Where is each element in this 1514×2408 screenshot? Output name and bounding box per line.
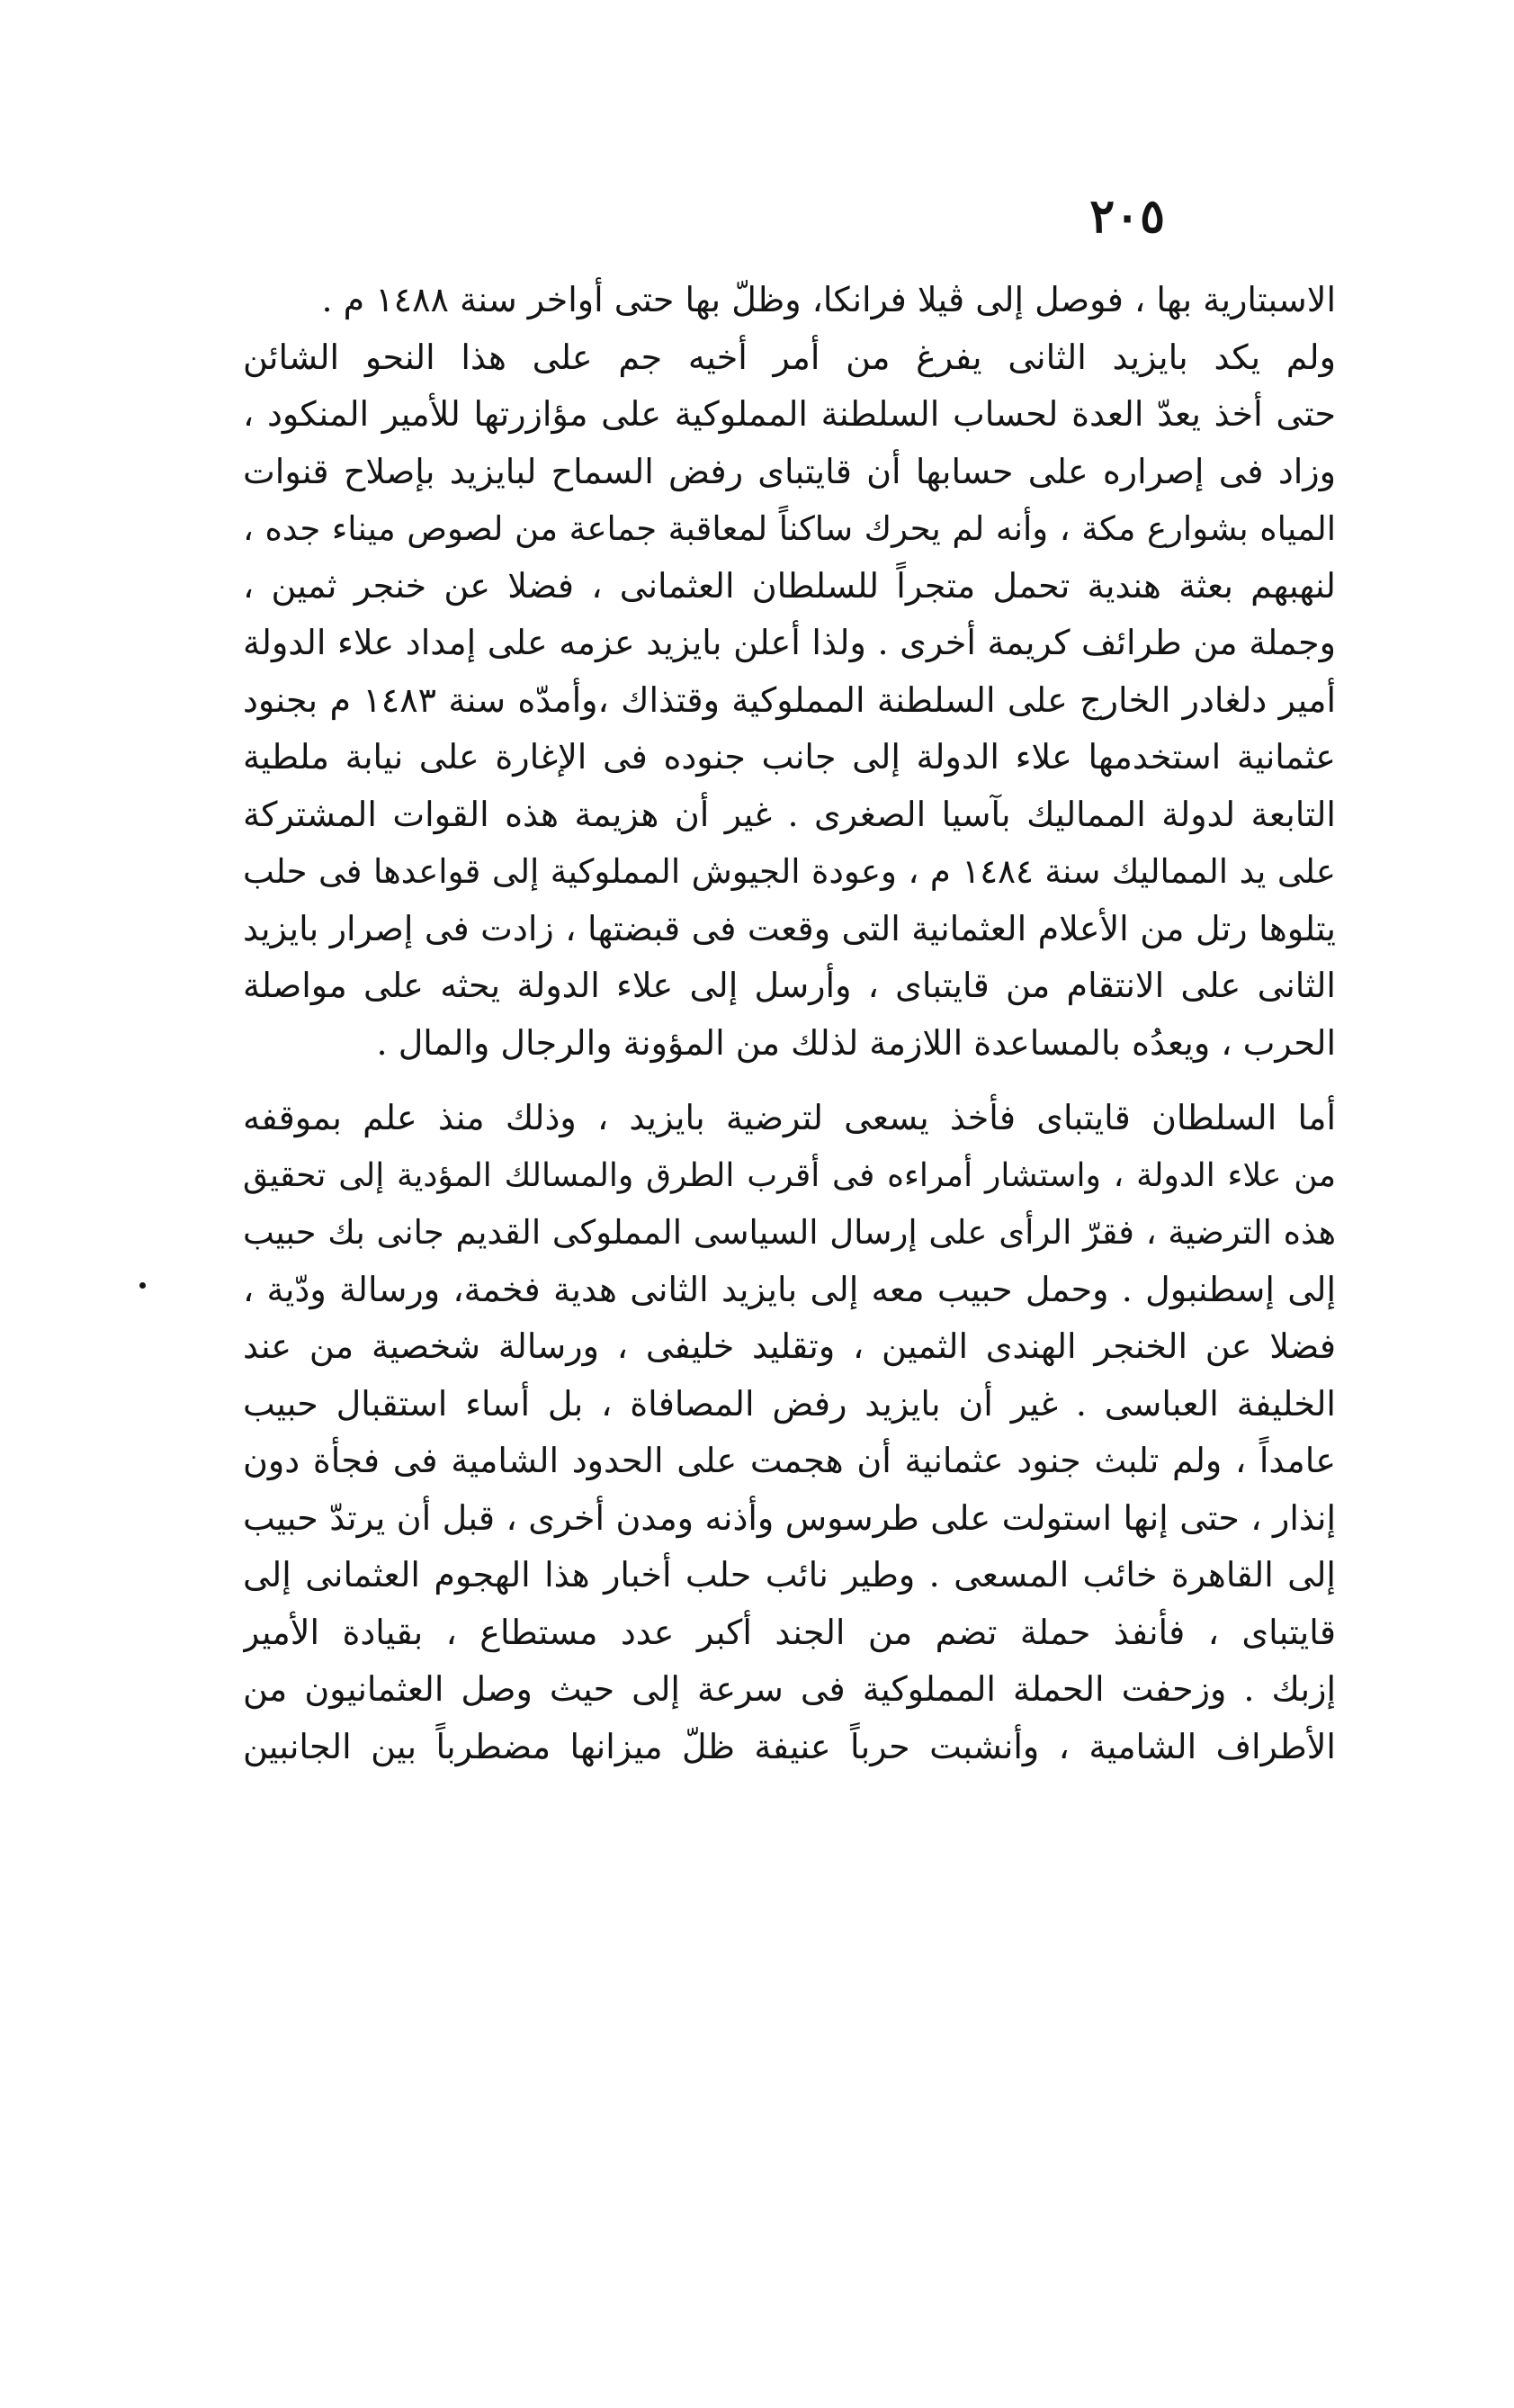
text-line: على يد المماليك سنة ١٤٨٤ م ، وعودة الجيوش المملوكية إلى قواعدها فى حلب (243, 852, 1336, 891)
margin-dot (139, 1282, 146, 1289)
text-line: الثانى على الانتقام من قايتباى ، وأرسل إلى علاء الدولة يحثه على مواصلة (243, 966, 1336, 1005)
page-number: ٢٠٥ (1089, 189, 1165, 244)
text-line: الأطراف الشامية ، وأنشبت حرباً عنيفة ظلّ ميزانها مضطرباً بين الجانبين (243, 1726, 1336, 1766)
text-line: التابعة لدولة المماليك بآسيا الصغرى . غير أن هزيمة هذه القوات المشتركة (243, 794, 1336, 834)
text-line: لنهبهم بعثة هندية تحمل متجراً للسلطان العثمانى ، فضلا عن خنجر ثمين ، (243, 565, 1336, 606)
text-line: هذه الترضية ، فقرّ الرأى على إرسال السياسى المملوكى القديم جانى بك حبيب (243, 1213, 1336, 1252)
text-line: الخليفة العباسى . غير أن بايزيد رفض المصافاة ، بل أساء استقبال حبيب (243, 1383, 1336, 1424)
body-text (243, 272, 1336, 1775)
text-line: أمير دلغادر الخارج على السلطنة المملوكية وقتذاك ،وأمدّه سنة ١٤٨٣ م بجنود (243, 679, 1336, 720)
text-line: من علاء الدولة ، واستشار أمراءه فى أقرب الطرق والمسالك المؤدية إلى تحقيق (243, 1156, 1336, 1194)
text-line: إنذار ، حتى إنها استولت على طرسوس وأذنه ومدن أخرى ، قبل أن يرتدّ حبيب (243, 1497, 1336, 1538)
text-line: ولم يكد بايزيد الثانى يفرغ من أمر أخيه جم على هذا النحو الشائن (243, 337, 1336, 377)
text-line: وزاد فى إصراره على حسابها أن قايتباى رفض السماح لبايزيد بإصلاح قنوات (243, 451, 1336, 491)
text-line: قايتباى ، فأنفذ حملة تضم من الجند أكبر عدد مستطاع ، بقيادة الأمير (243, 1612, 1336, 1652)
text-line: إلى القاهرة خائب المسعى . وطير نائب حلب أخبار هذا الهجوم العثمانى إلى (243, 1555, 1336, 1595)
text-line: الاسبتارية بها ، فوصل إلى ڤيلا فرانكا، وظلّ بها حتى أواخر سنة ١٤٨٨ م . (321, 280, 1336, 319)
text-line: عثمانية استخدمها علاء الدولة إلى جانب جنوده فى الإغارة على نيابة ملطية (243, 737, 1336, 777)
text-line: يتلوها رتل من الأعلام العثمانية التى وقعت فى قبضتها ، زادت فى إصرار بايزيد (243, 908, 1336, 948)
text-line: وجملة من طرائف كريمة أخرى . ولذا أعلن بايزيد عزمه على إمداد علاء الدولة (243, 623, 1336, 662)
text-line: حتى أخذ يعدّ العدة لحساب السلطنة المملوكية على مؤازرتها للأمير المنكود ، (243, 394, 1336, 434)
text-line: إلى إسطنبول . وحمل حبيب معه إلى بايزيد الثانى هدية فخمة، ورسالة ودّية ، (243, 1269, 1336, 1309)
text-line: أما السلطان قايتباى فأخذ يسعى لترضية بايزيد ، وذلك منذ علم بموقفه (243, 1098, 1336, 1137)
text-line: عامداً ، ولم تلبث جنود عثمانية أن هجمت على الحدود الشامية فى فجأة دون (243, 1441, 1336, 1480)
text-line: المياه بشوارع مكة ، وأنه لم يحرك ساكناً لمعاقبة جماعة من لصوص ميناء جده ، (243, 509, 1336, 548)
text-line: فضلا عن الخنجر الهندى الثمين ، وتقليد خليفى ، ورسالة شخصية من عند (243, 1326, 1336, 1366)
text-line: الحرب ، ويعدُه بالمساعدة اللازمة لذلك من المؤونة والرجال والمال . (376, 1022, 1336, 1063)
text-line: إزبك . وزحفت الحملة المملوكية فى سرعة إلى حيث وصل العثمانيون من (243, 1669, 1336, 1709)
